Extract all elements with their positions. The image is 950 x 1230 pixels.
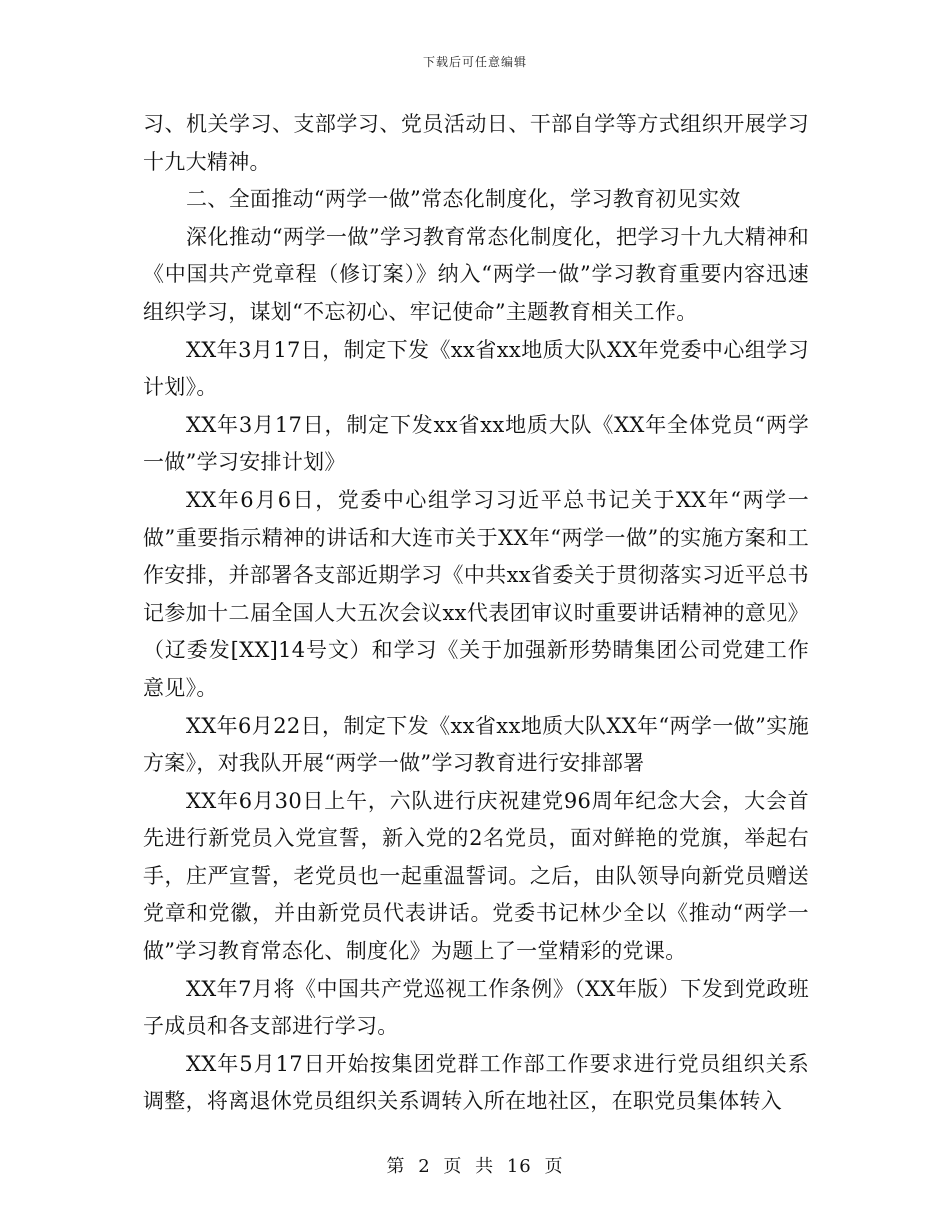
paragraph: XX年5月17日开始按集团党群工作部工作要求进行党员组织关系调整，将离退休党员组织关系调转入所在地社区，在职党员集体转入 (143, 1051, 809, 1114)
paragraph: XX年6月6日，党委中心组学习习近平总书记关于XX年“两学一做”重要指示精神的讲话和大连市关于XX年“两学一做”的实施方案和工作安排，并部署各支部近期学习《中共xx省委关于贯彻落实习近平总书记参加十二届全国人大五次会议xx代表团审议时重要讲话精神的意见》（辽委发[XX]14号文）和学习《关于加强新形势睛集团公司党建工作意见》。 (143, 487, 809, 700)
paragraph: XX年3月17日，制定下发《xx省xx地质大队XX年党委中心组学习计划》。 (143, 337, 809, 400)
paragraph: XX年3月17日，制定下发xx省xx地质大队《XX年全体党员“两学一做”学习安排计划》 (143, 412, 809, 475)
section-heading: 二、全面推动“两学一做”常态化制度化，学习教育初见实效 (186, 187, 741, 212)
document-body (143, 106, 809, 1121)
paragraph: XX年6月30日上午，六队进行庆祝建党96周年纪念大会，大会首先进行新党员入党宣誓，新入党的2名党员，面对鲜艳的党旗，举起右手，庄严宣誓，老党员也一起重温誓词。之后，由队领导向新党员赠送党章和党徽，并由新党员代表讲话。党委书记林少全以《推动“两学一做”学习教育常态化、制度化》为题上了一堂精彩的党课。 (143, 788, 809, 964)
page-header: 下载后可任意编辑 (422, 55, 527, 69)
paragraph: XX年7月将《中国共产党巡视工作条例》（XX年版）下发到党政班子成员和各支部进行学习。 (143, 976, 809, 1039)
paragraph: 习、机关学习、支部学习、党员活动日、干部自学等方式组织开展学习十九大精神。 (143, 112, 809, 174)
page-number-footer: 第 2 页 共 16 页 (386, 1156, 564, 1177)
paragraph: 深化推动“两学一做”学习教育常态化制度化，把学习十九大精神和《中国共产党章程（修订案）》纳入“两学一做”学习教育重要内容迅速组织学习，谋划“不忘初心、牢记使命”主题教育相关工作。 (143, 224, 809, 324)
paragraph: XX年6月22日，制定下发《xx省xx地质大队XX年“两学一做”实施方案》，对我队开展“两学一做”学习教育进行安排部署 (143, 713, 809, 776)
